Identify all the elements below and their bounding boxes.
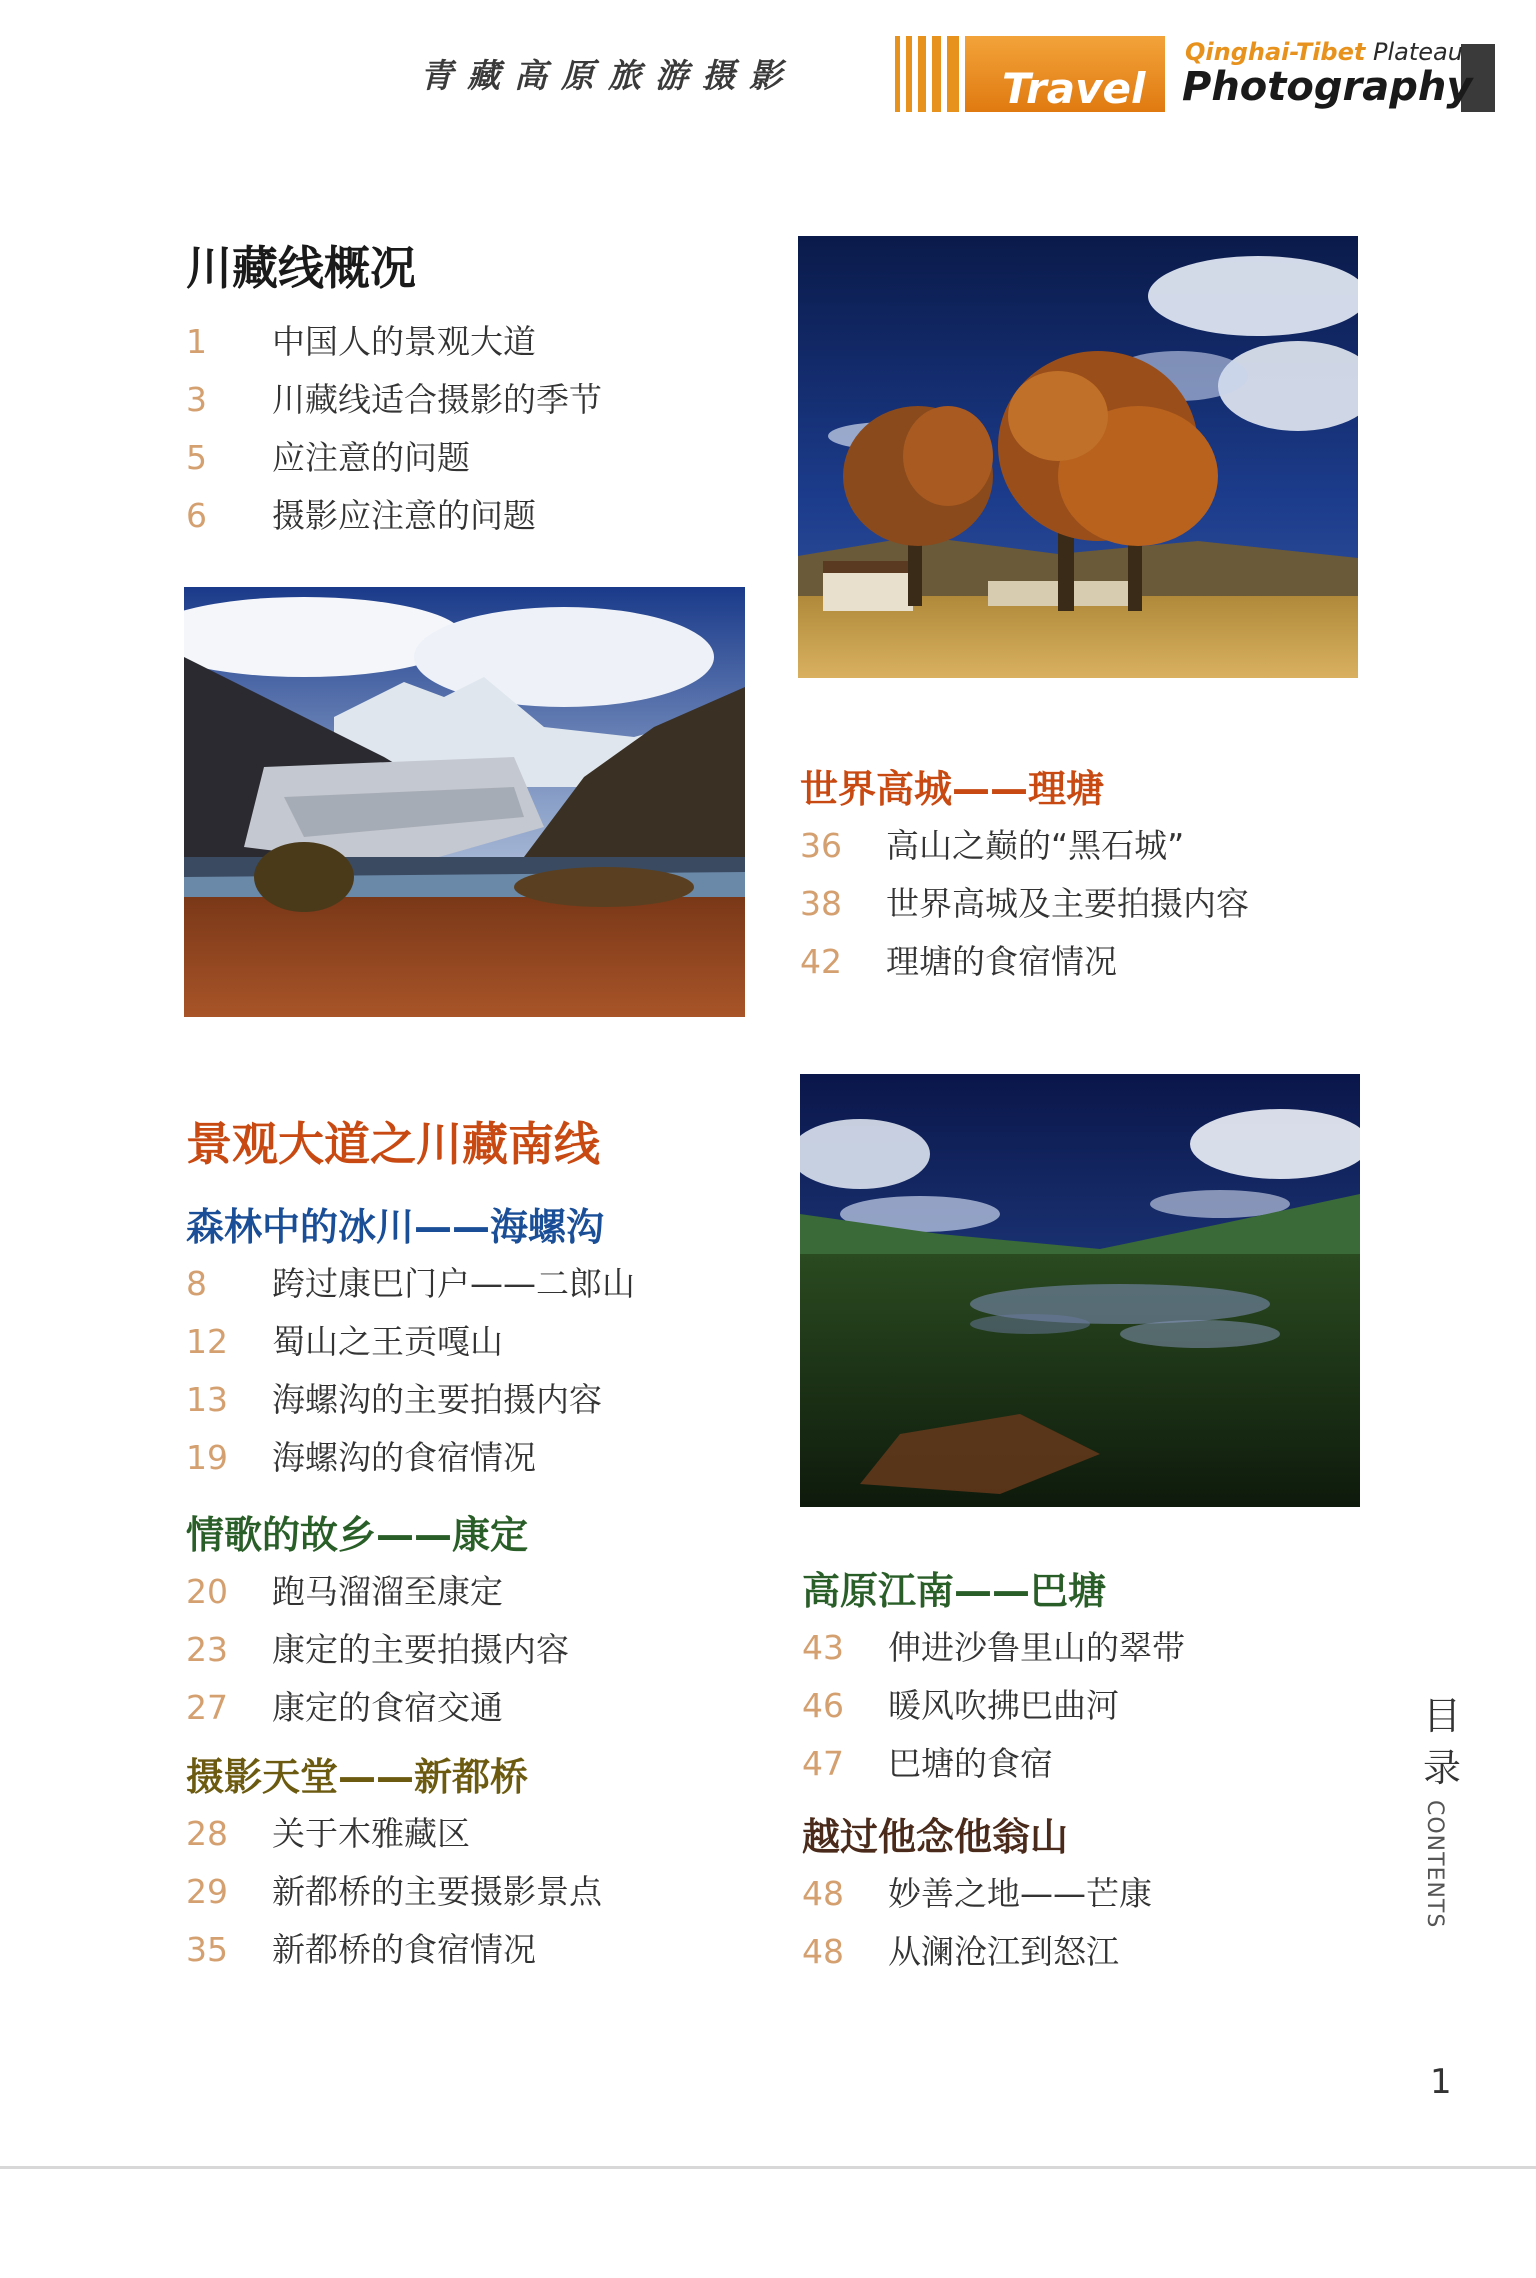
toc-item[interactable] [186, 1374, 635, 1432]
photo-autumn-trees [798, 236, 1358, 678]
toc-item-title: 应注意的问题 [272, 438, 470, 477]
toc-page-number: 48 [802, 1932, 844, 1971]
toc-item-title: 蜀山之王贡嘎山 [272, 1322, 503, 1361]
toc-item[interactable] [802, 1738, 1185, 1796]
toc-item-title: 跑马溜溜至康定 [272, 1572, 503, 1611]
toc-item[interactable] [802, 1622, 1185, 1680]
toc-page-number: 27 [186, 1688, 228, 1727]
toc-page-number: 5 [186, 438, 207, 477]
section-heading-xinduqiao: 摄影天堂——新都桥 [186, 1755, 529, 1799]
toc-item-title: 世界高城及主要拍摄内容 [886, 884, 1249, 923]
toc-item[interactable] [186, 316, 602, 374]
toc-item[interactable] [800, 878, 1249, 936]
toc-item[interactable] [186, 1432, 635, 1490]
toc-item[interactable] [186, 1808, 602, 1866]
photo-grassland [800, 1074, 1360, 1507]
toc-page-number: 47 [802, 1744, 844, 1783]
toc-list-kangding [186, 1566, 569, 1740]
toc-item-title: 暖风吹拂巴曲河 [888, 1686, 1119, 1725]
toc-item-title: 伸进沙鲁里山的翠带 [888, 1628, 1185, 1667]
header-en-plateau: Plateau [1373, 38, 1463, 66]
photo-glacier [184, 587, 745, 1017]
toc-page-number: 28 [186, 1814, 228, 1853]
toc-page-number: 38 [800, 884, 842, 923]
toc-page-number: 6 [186, 496, 207, 535]
section-heading-south-route: 景观大道之川藏南线 [186, 1117, 600, 1171]
toc-page-number: 42 [800, 942, 842, 981]
toc-page-number: 8 [186, 1264, 207, 1303]
toc-list-hailuogou [186, 1258, 635, 1490]
toc-item-title: 妙善之地——芒康 [888, 1874, 1152, 1913]
toc-item-title: 理塘的食宿情况 [886, 942, 1117, 981]
toc-item[interactable] [186, 374, 602, 432]
toc-item-title: 新都桥的主要摄影景点 [272, 1872, 602, 1911]
toc-item-title: 海螺沟的食宿情况 [272, 1438, 536, 1477]
toc-item-title: 摄影应注意的问题 [272, 496, 536, 535]
section-heading-overview: 川藏线概况 [186, 241, 416, 295]
toc-list-litang [800, 820, 1249, 994]
toc-item[interactable] [186, 1866, 602, 1924]
toc-item[interactable] [186, 1624, 569, 1682]
section-heading-kangding: 情歌的故乡——康定 [186, 1513, 529, 1557]
toc-item-title: 关于木雅藏区 [272, 1814, 470, 1853]
toc-item[interactable] [186, 1566, 569, 1624]
section-heading-litang: 世界高城——理塘 [800, 767, 1105, 811]
toc-item[interactable] [802, 1926, 1152, 1984]
side-label-contents-cn: 目录 [1422, 1694, 1461, 1790]
toc-item[interactable] [800, 820, 1249, 878]
toc-item[interactable] [800, 936, 1249, 994]
toc-page-number: 29 [186, 1872, 228, 1911]
toc-page-number: 19 [186, 1438, 228, 1477]
toc-page-number: 23 [186, 1630, 228, 1669]
book-title: 青藏高原旅游摄影 [420, 56, 796, 95]
header-en-qinghai: Qinghai-Tibet [1185, 38, 1366, 66]
section-heading-hailuogou: 森林中的冰川——海螺沟 [186, 1205, 605, 1249]
toc-item[interactable] [186, 1682, 569, 1740]
toc-page-number: 35 [186, 1930, 228, 1969]
toc-list-xinduqiao [186, 1808, 602, 1982]
toc-list-batang [802, 1622, 1185, 1796]
section-heading-tanian: 越过他念他翁山 [802, 1815, 1069, 1859]
toc-item-title: 从澜沧江到怒江 [888, 1932, 1119, 1971]
header-en-subtitle [1185, 38, 1463, 66]
toc-page-number: 12 [186, 1322, 228, 1361]
side-label-contents-en: CONTENTS [1422, 1800, 1447, 1929]
toc-list-tanian [802, 1868, 1152, 1984]
bottom-rule [0, 2166, 1536, 2169]
toc-item[interactable] [186, 1316, 635, 1374]
toc-item-title: 高山之巅的“黑石城” [886, 826, 1185, 865]
header-stripes [895, 36, 965, 112]
toc-item[interactable] [186, 1258, 635, 1316]
toc-page-number: 43 [802, 1628, 844, 1667]
toc-item[interactable] [802, 1868, 1152, 1926]
toc-item[interactable] [186, 490, 602, 548]
header-en-travel: Travel [1002, 64, 1146, 113]
toc-item-title: 康定的食宿交通 [272, 1688, 503, 1727]
toc-item-title: 中国人的景观大道 [272, 322, 536, 361]
toc-item-title: 新都桥的食宿情况 [272, 1930, 536, 1969]
toc-page-number: 36 [800, 826, 842, 865]
toc-page-number: 46 [802, 1686, 844, 1725]
toc-item[interactable] [186, 432, 602, 490]
toc-item-title: 巴塘的食宿 [888, 1744, 1053, 1783]
section-heading-batang: 高原江南——巴塘 [802, 1569, 1107, 1613]
header-en-photography: Photography [1182, 64, 1473, 110]
toc-item-title: 海螺沟的主要拍摄内容 [272, 1380, 602, 1419]
page-number: 1 [1430, 2062, 1452, 2102]
toc-item-title: 康定的主要拍摄内容 [272, 1630, 569, 1669]
toc-item[interactable] [802, 1680, 1185, 1738]
toc-item[interactable] [186, 1924, 602, 1982]
toc-item-title: 跨过康巴门户——二郎山 [272, 1264, 635, 1303]
toc-page-number: 3 [186, 380, 207, 419]
toc-page-number: 20 [186, 1572, 228, 1611]
toc-page-number: 13 [186, 1380, 228, 1419]
toc-page-number: 1 [186, 322, 207, 361]
toc-page-number: 48 [802, 1874, 844, 1913]
toc-list-overview [186, 316, 602, 548]
toc-item-title: 川藏线适合摄影的季节 [272, 380, 602, 419]
